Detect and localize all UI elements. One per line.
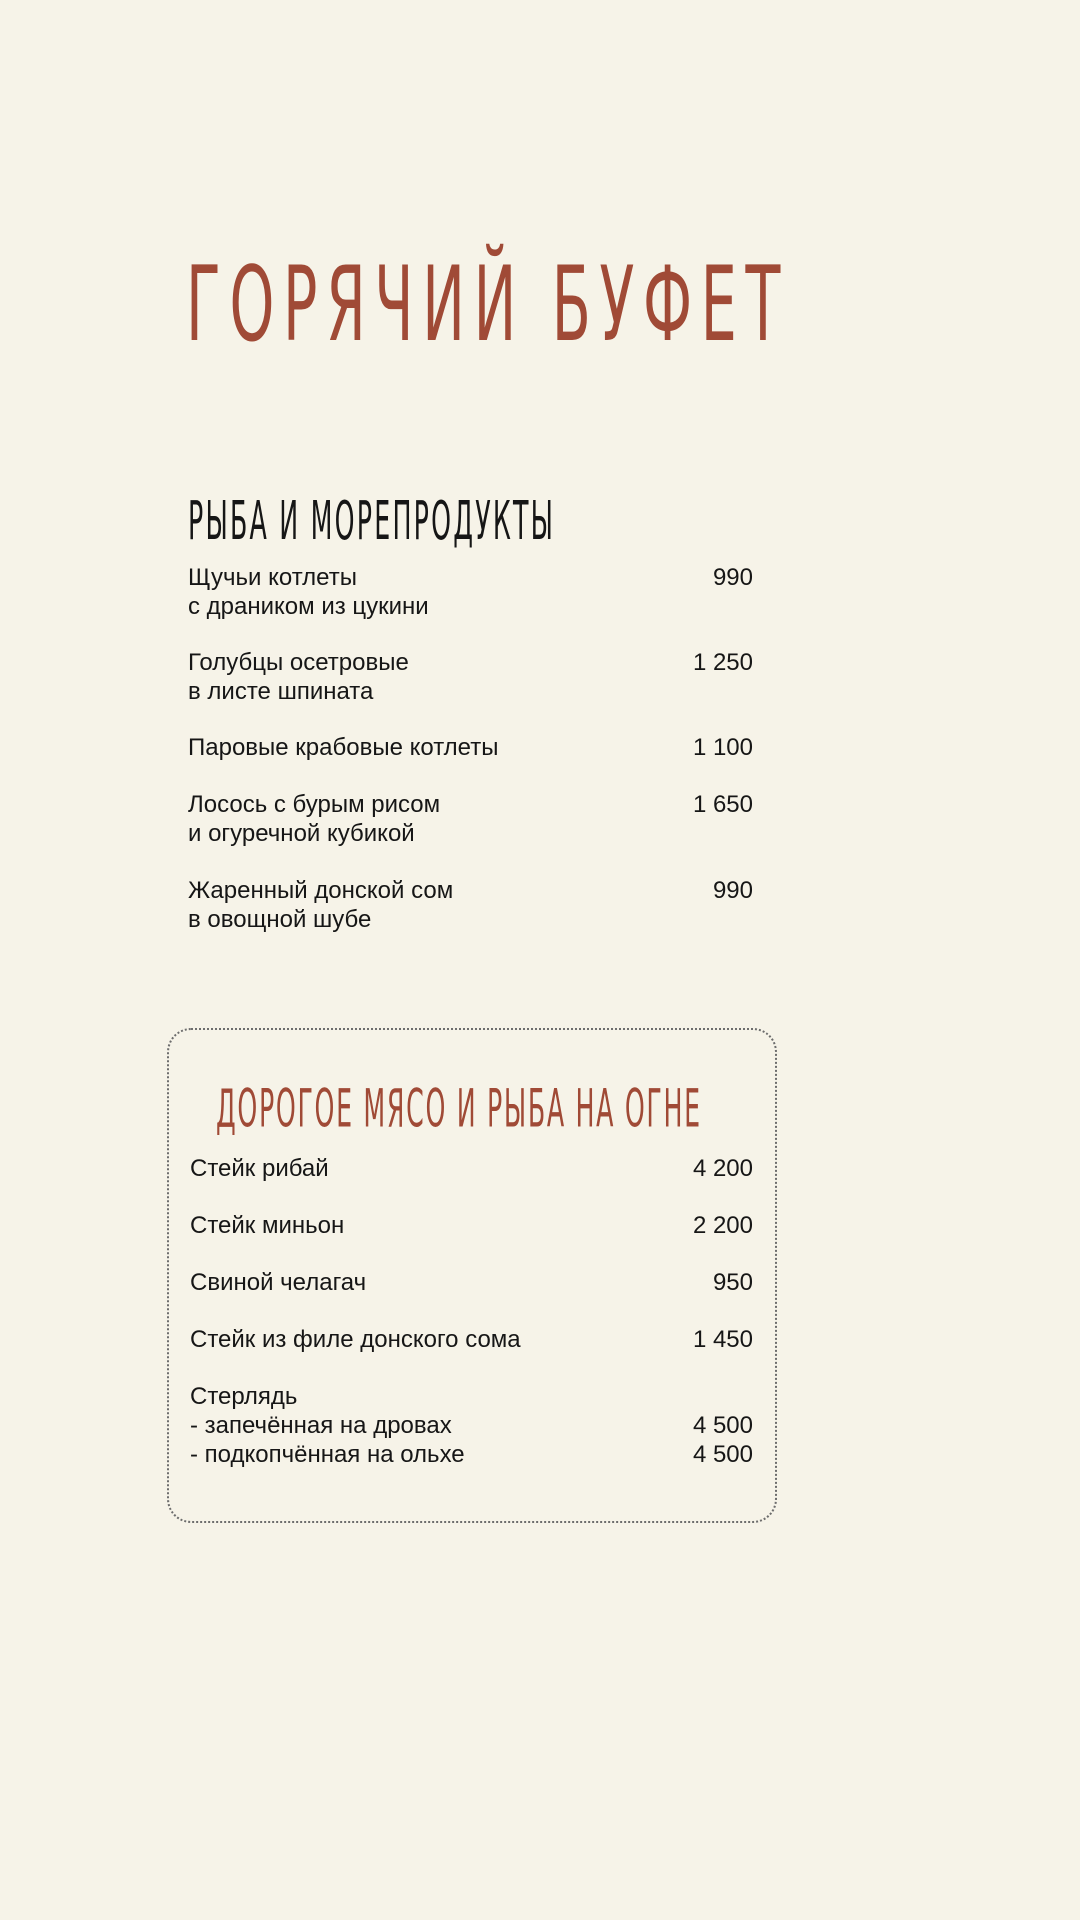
menu-item-name-line2: с драником из цукини [188, 593, 429, 620]
menu-item-name-line1: Паровые крабовые котлеты [188, 734, 499, 761]
menu-item-name [188, 648, 753, 706]
menu-item [188, 563, 753, 621]
menu-item-name-line1: Голубцы осетровые [188, 649, 409, 676]
grill-section-title: ДОРОГОЕ МЯСО И РЫБА НА ОГНЕ [216, 1077, 702, 1139]
menu-item-name-line2: в овощной шубе [188, 906, 372, 933]
menu-item-price: 1 450 [692, 1326, 753, 1353]
menu-item-name [188, 876, 753, 934]
menu-item [190, 1154, 753, 1183]
menu-item-name-line2: и огуречной кубикой [188, 820, 415, 847]
menu-item-name: Стейк рибай [190, 1155, 329, 1182]
menu-item-name: Стейк из филе донского сома [190, 1326, 521, 1353]
menu-item-option [190, 1411, 753, 1440]
menu-item [188, 648, 753, 706]
option-label: - запечённая на дровах [190, 1412, 452, 1439]
menu-item-sterlet [190, 1382, 753, 1469]
menu-item-name [188, 563, 753, 621]
menu-item-name: Стерлядь [190, 1383, 298, 1410]
menu-item-name [188, 790, 753, 848]
menu-item-name-line1: Щучьи котлеты [188, 564, 357, 591]
menu-item-price: 990 [712, 877, 753, 904]
menu-item-price: 1 250 [692, 649, 753, 676]
fish-section-title: РЫБА И МОРЕПРОДУКТЫ [188, 489, 556, 552]
menu-item-name: Свиной челагач [190, 1269, 367, 1296]
menu-item [188, 790, 753, 848]
menu-item-price: 4 200 [692, 1155, 753, 1182]
menu-item-name-line2: в листе шпината [188, 678, 374, 705]
option-price: 4 500 [692, 1441, 753, 1468]
menu-item-price: 950 [712, 1269, 753, 1296]
menu-item-price: 1 100 [692, 734, 753, 761]
menu-item-name-line1: Лосось с бурым рисом [188, 791, 441, 818]
menu-item [190, 1325, 753, 1354]
page-title: ГОРЯЧИЙ БУФЕТ [186, 245, 790, 365]
menu-item [190, 1268, 753, 1297]
option-label: - подкопчённая на ольхе [190, 1441, 465, 1468]
menu-item [188, 733, 753, 762]
menu-item-price: 2 200 [692, 1212, 753, 1239]
menu-item-name: Стейк миньон [190, 1212, 345, 1239]
menu-item-option [190, 1440, 753, 1469]
menu-item-price: 1 650 [692, 791, 753, 818]
option-price: 4 500 [692, 1412, 753, 1439]
menu-item [190, 1211, 753, 1240]
menu-item [188, 876, 753, 934]
menu-item-name-line1: Жаренный донской сом [188, 877, 454, 904]
menu-item-price: 990 [712, 564, 753, 591]
menu-item-name [188, 733, 753, 762]
